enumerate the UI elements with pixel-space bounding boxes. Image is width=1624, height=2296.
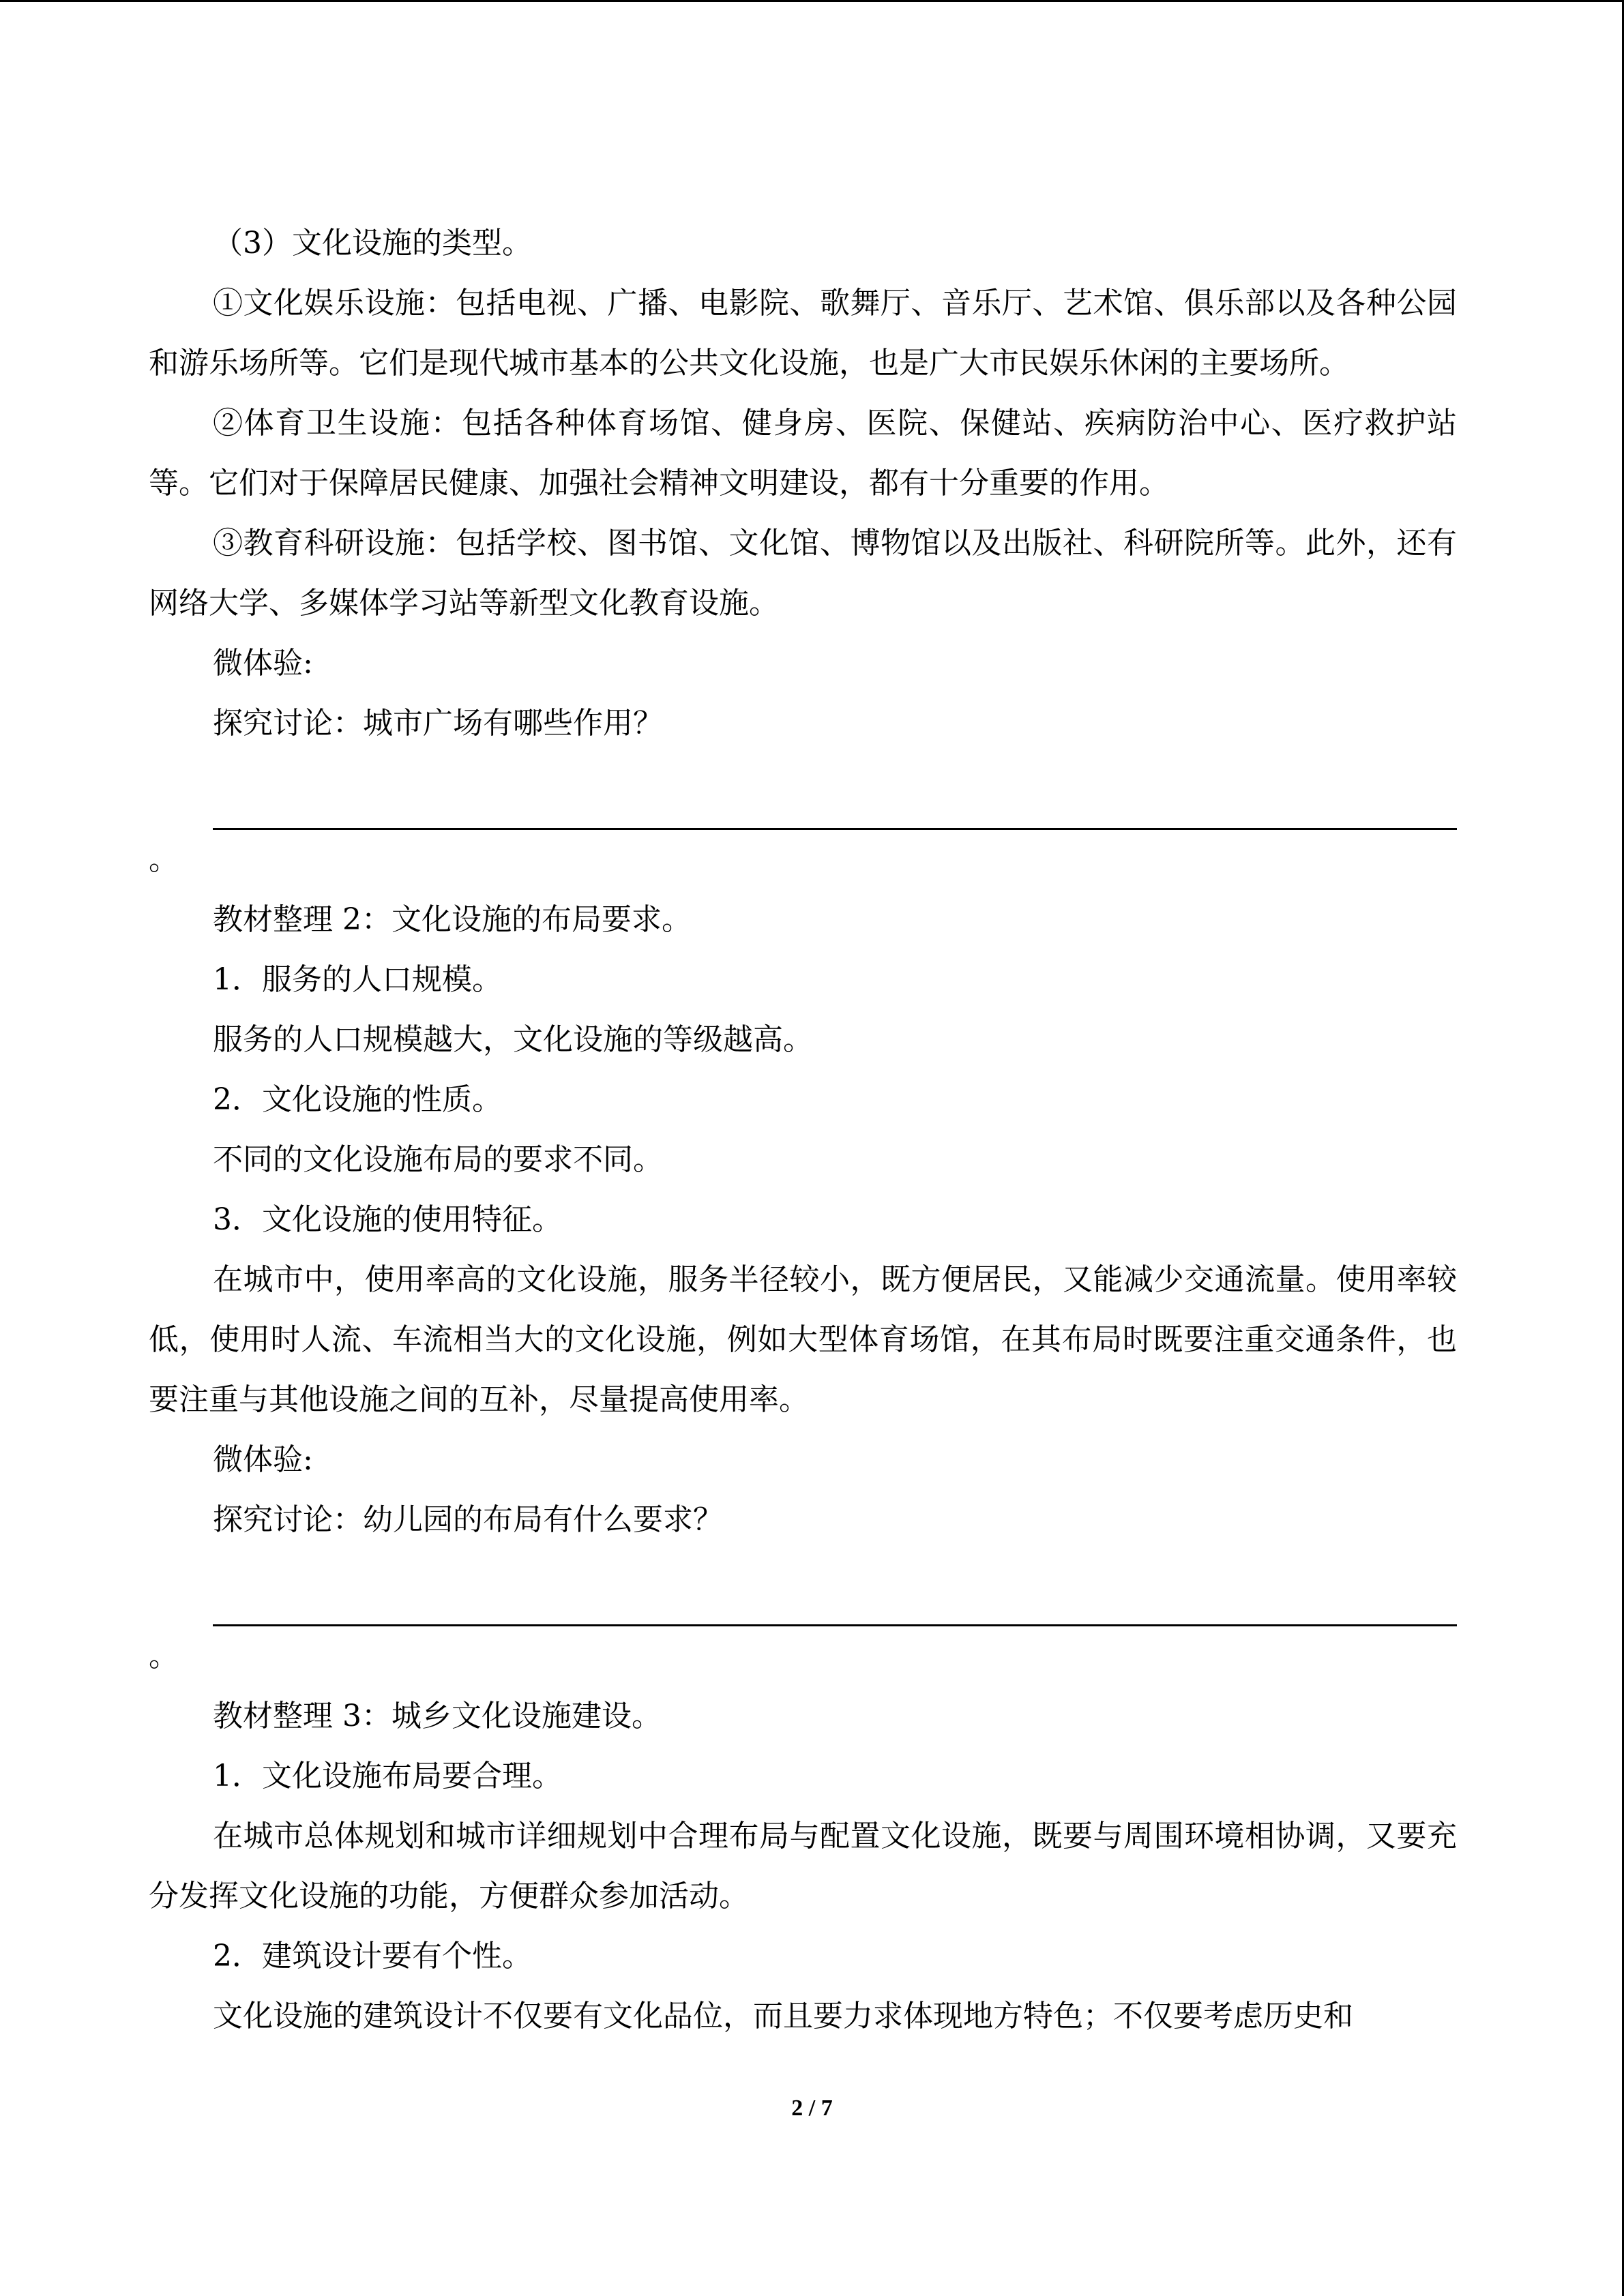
page-number: 2 / 7 [791, 2096, 833, 2121]
body-text: 文化设施的建筑设计不仅要有文化品位，而且要力求体现地方特色；不仅要考虑历史和 [213, 1999, 1353, 2033]
material-heading: 教材整理 2：文化设施的布局要求。 [213, 902, 692, 937]
discussion-question: 探究讨论：幼儿园的布局有什么要求？ [213, 1502, 723, 1537]
exercise-label: 微体验: [213, 1442, 313, 1477]
answer-underline [213, 828, 1457, 830]
answer-underline [213, 1624, 1457, 1626]
section-heading: （3）文化设施的类型。 [213, 226, 532, 260]
answer-period: 。 [149, 842, 179, 877]
body-paragraph: 在城市中，使用率高的文化设施，服务半径较小，既方便居民，又能减少交通流量。使用率较低，使用时人流、车流相当大的文化设施，例如大型体育场馆，在其布局时既要注重交通条件，也要注重与其他设施之间的互补，尽量提高使用率。 [149, 1262, 1457, 1417]
paragraph-sports-health: ②体育卫生设施：包括各种体育场馆、健身房、医院、保健站、疾病防治中心、医疗救护站等。它们对于保障居民健康、加强社会精神文明建设，都有十分重要的作用。 [149, 406, 1457, 501]
answer-blank[interactable] [149, 754, 1457, 830]
subheading: 1．服务的人口规模。 [213, 962, 502, 997]
answer-period: 。 [149, 1639, 179, 1673]
subheading: 2．文化设施的性质。 [213, 1082, 502, 1117]
discussion-question: 探究讨论：城市广场有哪些作用？ [213, 706, 663, 741]
page-content [149, 213, 1457, 2046]
exercise-label: 微体验: [213, 646, 313, 681]
paragraph-education-research: ③教育科研设施：包括学校、图书馆、文化馆、博物馆以及出版社、科研院所等。此外，还有网络大学、多媒体学习站等新型文化教育设施。 [149, 526, 1457, 621]
body-paragraph: 在城市总体规划和城市详细规划中合理布局与配置文化设施，既要与周围环境相协调，又要充分发挥文化设施的功能，方便群众参加活动。 [149, 1819, 1457, 1913]
body-text: 服务的人口规模越大，文化设施的等级越高。 [213, 1022, 813, 1057]
subheading: 1．文化设施布局要合理。 [213, 1759, 562, 1793]
material-heading: 教材整理 3：城乡文化设施建设。 [213, 1699, 662, 1733]
subheading: 3．文化设施的使用特征。 [213, 1202, 562, 1237]
subheading: 2．建筑设计要有个性。 [213, 1939, 532, 1973]
body-text: 不同的文化设施布局的要求不同。 [213, 1142, 663, 1177]
paragraph-entertainment: ①文化娱乐设施：包括电视、广播、电影院、歌舞厅、音乐厅、艺术馆、俱乐部以及各种公园和游乐场所等。它们是现代城市基本的公共文化设施，也是广大市民娱乐休闲的主要场所。 [149, 286, 1457, 381]
answer-blank[interactable] [149, 1550, 1457, 1626]
